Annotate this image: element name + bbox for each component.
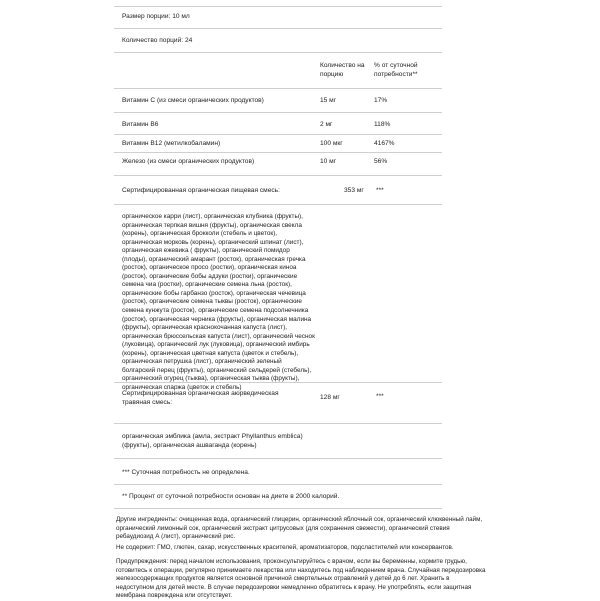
- divider: [114, 423, 442, 424]
- nutrient-amount: 2 мг: [320, 121, 333, 128]
- blend-name: Сертифицированная органическая пищевая смесь:: [122, 187, 280, 194]
- nutrient-dv: 56%: [374, 158, 388, 165]
- nutrient-name: Витамин B6: [122, 121, 159, 128]
- divider: [114, 152, 442, 153]
- footnote-dv-not-established: *** Суточная потребность не определена.: [122, 469, 250, 476]
- nutrient-dv: 17%: [374, 97, 388, 104]
- divider: [114, 28, 442, 29]
- supplement-facts-table: [114, 0, 442, 510]
- divider: [114, 52, 442, 53]
- header-dv: % от суточной потребности**: [374, 62, 418, 78]
- blend-dv: ***: [376, 187, 384, 194]
- header-amount: Количество на порцию: [320, 62, 365, 78]
- divider: [114, 484, 442, 485]
- other-ingredients: [116, 516, 488, 542]
- nutrient-amount: 15 мг: [320, 97, 337, 104]
- nutrient-name: Витамин C (из смеси органических продуктов): [122, 97, 264, 104]
- nutrient-dv: 4167%: [374, 140, 395, 147]
- divider: [114, 134, 442, 135]
- does-not-contain-text: Не содержит: ГМО, глютен, сахар, искусственных красителей, ароматизаторов, подсластителей или консервантов.: [116, 544, 454, 551]
- divider: [114, 382, 442, 383]
- warnings: [116, 558, 488, 601]
- blend-name: Сертифицированная органическая аюрведическая травяная смесь:: [122, 390, 279, 406]
- nutrient-amount: 100 мкг: [320, 140, 343, 147]
- nutrient-name: Железо (из смеси органических продуктов): [122, 158, 255, 165]
- nutrient-dv: 118%: [374, 121, 391, 128]
- divider: [114, 112, 442, 113]
- divider: [114, 204, 442, 205]
- divider: [114, 508, 442, 509]
- serving-size: Размер порции: 10 мл: [122, 13, 190, 20]
- other-ingredients-text: Другие ингредиенты: очищенная вода, органический глицерин, органический яблочный сок, органический клюквенный лайм, органический лимонный сок, органический экстракт цитрусовых (для сохранения свежести), органический стевия ребаудиозид А (лист), органический рис.: [116, 516, 483, 541]
- blend-dv: ***: [376, 393, 384, 400]
- divider: [114, 458, 442, 459]
- divider: [114, 6, 442, 7]
- divider: [114, 88, 442, 89]
- blend-ingredients: органическое карри (лист), органическая клубника (фрукты), органическая терпкая вишня (фрукты), органическая свекла (корень), органическая брокколи (стебель и цветок), органическая морковь (корень), органический шпинат (лист), органическая ежевика ( фрукты), органический помидор (плоды), органический амарант (росток), органическая гречка (росток), органическое просо (ростки), органическая киноа (росток), органические бобы адзуки (ростки), органические семена чиа (ростки), органические семена льна (росток), органические бобы гарбанзо (росток), органическая чечевица (росток), органические семена тыквы (росток), органические семена кунжута (росток), органические семена подсолнечника (росток), органическая черника (фрукты), органическая малина (фрукты), органическая краснокочанная капуста (лист), органическая брюссельская капуста (лист), органический чеснок (луковица), органический лук (луковица), органический имбирь (корень), органическая цветная капуста (цветок и стебель), органическая петрушка (лист), органический зеленый болгарский перец (фрукты), органический сельдерей (стебель), органический огурец (тыква), органическая тыква (фрукты), органическая спаржа (цветок и стебель): [122, 213, 315, 391]
- footnote-dv-basis: ** Процент от суточной потребности основан на диете в 2000 калорий.: [122, 493, 340, 500]
- blend-amount: 353 мг: [344, 187, 364, 194]
- blend-amount: 128 мг: [320, 394, 340, 401]
- divider: [114, 175, 442, 176]
- nutrient-name: Витамин B12 (метилкобаламин): [122, 140, 221, 147]
- does-not-contain: [116, 544, 488, 553]
- blend-ingredients: органическая эмблика (амла, экстракт Phyllanthus emblica) (фрукты), органическая ашваганда (корень): [122, 433, 303, 449]
- nutrient-amount: 10 мг: [320, 158, 337, 165]
- warnings-text: Предупреждения: перед началом использования, проконсультируйтесь с врачом, если вы беременны, кормите грудью, готовитесь к операции, регулярно принимаете лекарства или находитесь под наблюдением врача. Случайная передозировка железосодержащих продуктов является основной причиной смертельных отравлений у детей до 6 лет. Хранить в недоступном для детей месте. В случае передозировки немедленно обратитесь к врачу. Не употреблять, если защитная мембрана повреждена или отсутствует.: [116, 558, 486, 600]
- servings-per-container: Количество порций: 24: [122, 37, 193, 44]
